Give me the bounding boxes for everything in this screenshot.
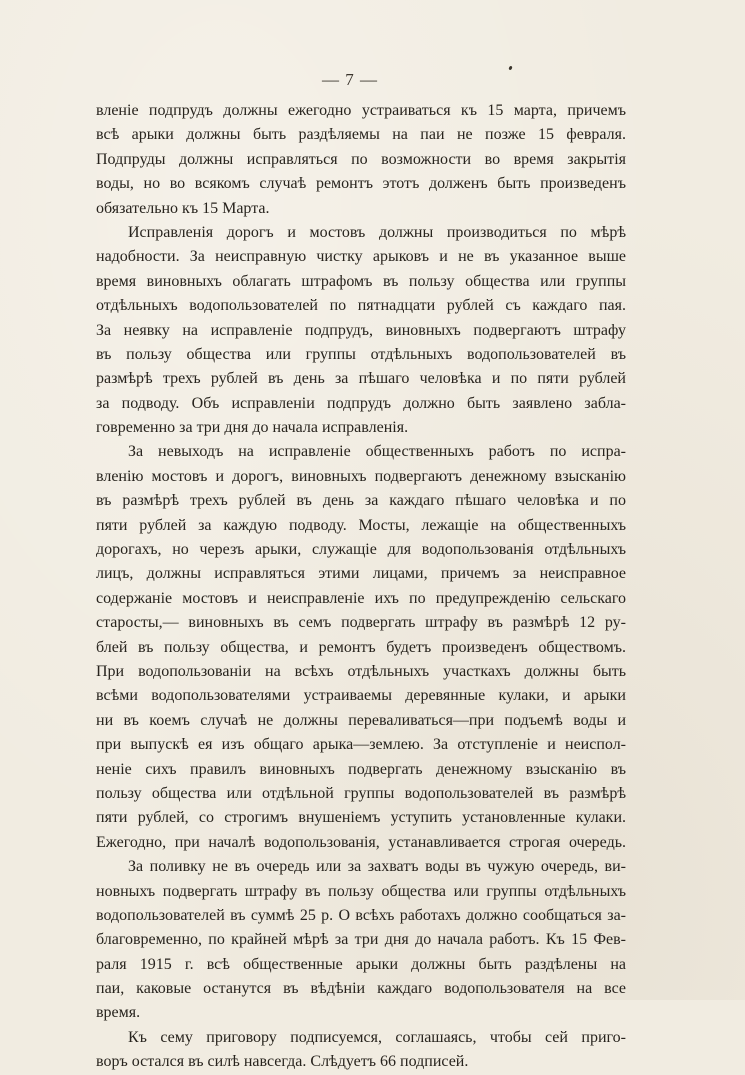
text-line: за подводу. Объ исправленіи подпрудъ должно быть заявлено забла-	[96, 394, 626, 412]
text-line: воръ остался въ силѣ навсегда. Слѣдуетъ 66 подписей.	[96, 1053, 469, 1071]
text-line: Ежегодно, при началѣ водопользованія, устанавливается строгая очередь.	[96, 833, 626, 851]
text-line: размѣрѣ трехъ рублей въ день за пѣшаго человѣка и по пяти рублей	[96, 370, 626, 388]
text-line: Къ сему приговору подписуемся, соглашаясь, чтобы сей приго-	[128, 1028, 626, 1046]
body-text	[96, 99, 626, 1075]
text-line: всѣ арыки должны быть раздѣляемы на паи не позже 15 февраля.	[96, 126, 626, 144]
text-line: За неявку на исправленіе подпрудъ, виновныхъ подвергаютъ штрафу	[96, 321, 626, 339]
text-line: Подпруды должны исправляться по возможности во время закрытія	[96, 150, 626, 168]
text-line: За невыходъ на исправленіе общественныхъ работъ по испра-	[128, 443, 626, 461]
text-line: водопользователей въ суммѣ 25 р. О всѣхъ работахъ должно сообщаться за-	[96, 906, 626, 924]
text-line: отдѣльныхъ водопользователей по пятнадцати рублей съ каждаго пая.	[96, 297, 626, 315]
text-line: пяти рублей за каждую подводу. Мосты, лежащіе на общественныхъ	[96, 516, 626, 534]
text-line: въ размѣрѣ трехъ рублей въ день за каждаго пѣшаго человѣка и по	[96, 492, 626, 510]
text-line: За поливку не въ очередь или за захватъ воды въ чужую очередь, ви-	[128, 858, 626, 876]
text-line: лицъ, должны исправляться этими лицами, причемъ за неисправное	[96, 565, 626, 583]
text-line: старосты,— виновныхъ въ семъ подвергать штрафу въ размѣрѣ 12 ру-	[96, 614, 626, 632]
text-line: ни въ коемъ случаѣ не должны переваливаться—при подъемѣ воды и	[96, 711, 626, 729]
text-line: воды, но во всякомъ случаѣ ремонтъ этотъ долженъ быть произведенъ	[96, 175, 626, 193]
text-line: паи, каковые останутся въ вѣдѣніи каждаго водопользователя на все	[96, 980, 626, 998]
text-line: обязательно къ 15 Марта.	[96, 199, 270, 217]
text-line: пользу общества или отдѣльной группы водопользователей въ размѣрѣ	[96, 784, 626, 802]
text-line: вленіе подпрудъ должны ежегодно устраиваться къ 15 марта, причемъ	[96, 102, 626, 119]
text-line: время.	[96, 1004, 141, 1022]
text-line: благовременно, по крайней мѣрѣ за три дня до начала работъ. Къ 15 Фев-	[96, 931, 626, 949]
text-line: время виновныхъ облагать штрафомъ въ пользу общества или группы	[96, 272, 626, 290]
text-line: говременно за три дня до начала исправленія.	[96, 419, 409, 437]
text-line: въ пользу общества или группы отдѣльныхъ водопользователей въ	[96, 345, 626, 363]
text-line: Исправленія дорогъ и мостовъ должны производиться по мѣрѣ	[128, 223, 626, 241]
text-line: новныхъ подвергать штрафу въ пользу общества или группы отдѣльныхъ	[96, 882, 626, 900]
text-line: вленію мостовъ и дорогъ, виновныхъ подвергаютъ денежному взысканію	[96, 467, 626, 485]
text-line: дорогахъ, но черезъ арыки, служащіе для водопользованія отдѣльныхъ	[96, 541, 626, 559]
page-number: — 7 —	[322, 70, 378, 89]
text-line: раля 1915 г. всѣ общественные арыки должны быть раздѣлены на	[96, 955, 626, 973]
text-line: При водопользованіи на всѣхъ отдѣльныхъ участкахъ должны быть	[96, 662, 626, 680]
text-line: всѣми водопользователями устраиваемы деревянные кулаки, и арыки	[96, 687, 626, 705]
text-line: надобности. За неисправную чистку арыковъ и не въ указанное выше	[96, 248, 626, 266]
text-line: неніе сихъ правилъ виновныхъ подвергать денежному взысканію въ	[96, 760, 626, 778]
text-line: при выпускѣ ея изъ общаго арыка—землею. За отступленіе и неиспол-	[96, 736, 626, 754]
text-line: содержаніе мостовъ и неисправленіе ихъ по предупрежденію сельскаго	[96, 589, 626, 607]
text-line: пяти рублей, со строгимъ внушеніемъ уступить установленные кулаки.	[96, 809, 626, 827]
text-line: блей въ пользу общества, и ремонтъ будетъ произведенъ обществомъ.	[96, 638, 626, 656]
